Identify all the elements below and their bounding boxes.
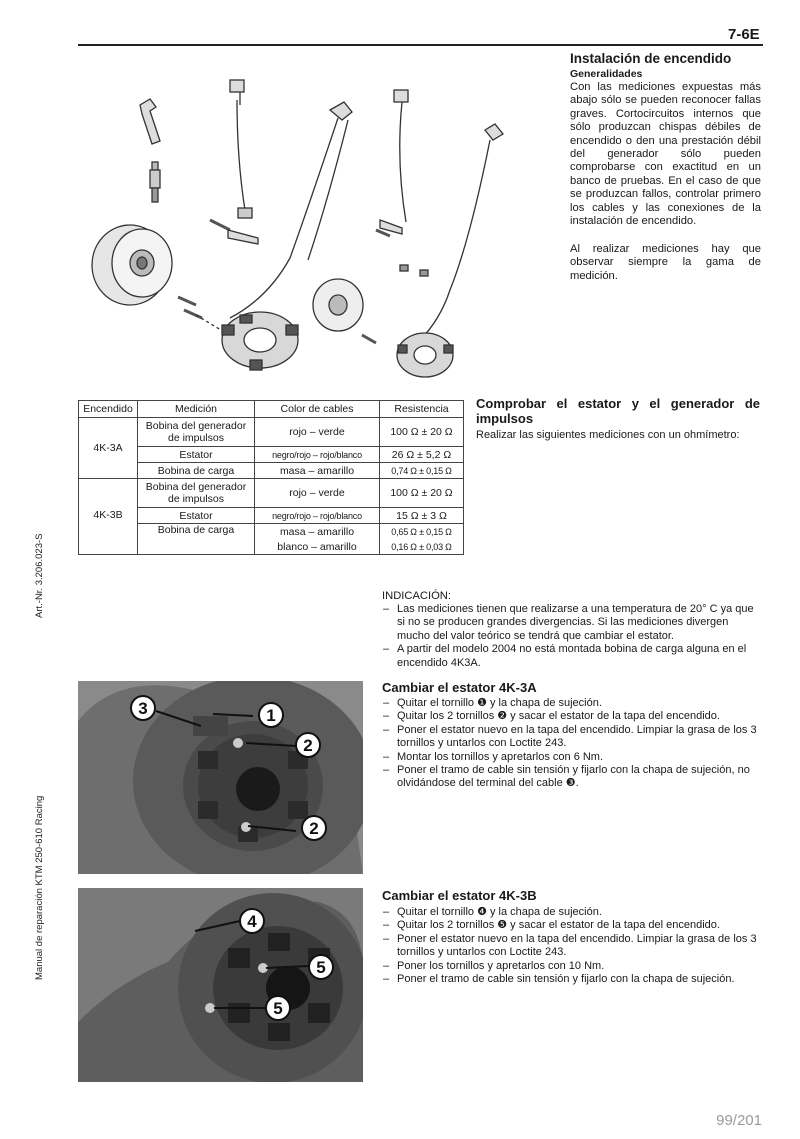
medicion-cell: Estator <box>138 447 255 463</box>
resistencia-cell: 0,16 Ω ± 0,03 Ω <box>380 539 464 555</box>
list-item: – Poner el estator nuevo en la tapa del encendido. Limpiar la grasa de los 3 tornillos y untarlos con Loctite 243. <box>382 933 762 960</box>
check-section-title: Comprobar el estator y el generador de impulsos <box>476 396 760 426</box>
callout-2-label: 2 <box>303 736 313 755</box>
list-item: – Poner el tramo de cable sin tensión y fijarlo con la chapa de sujeción, no olvidándose del terminal del cable ❸. <box>382 764 762 791</box>
header-rule <box>78 44 763 46</box>
resistance-table <box>78 400 464 555</box>
callout-2b-label: 2 <box>309 819 319 838</box>
color-cell: negro/rojo – rojo/blanco <box>255 508 380 524</box>
resistencia-cell: 100 Ω ± 20 Ω <box>380 418 464 447</box>
section-3a-list <box>382 697 762 791</box>
intro-title: Instalación de encendido <box>570 51 732 66</box>
color-cell: negro/rojo – rojo/blanco <box>255 447 380 463</box>
stator-4k3b-photo-art <box>78 888 363 1082</box>
color-cell: rojo – verde <box>255 479 380 508</box>
page-counter: 99/201 <box>716 1112 762 1129</box>
intro-paragraph-2: Al realizar mediciones hay que observar siempre la gama de medición. <box>570 243 761 282</box>
callout-4-label: 4 <box>247 912 257 931</box>
stator-icon <box>222 312 298 370</box>
indicacion-list <box>382 603 762 670</box>
callout-1-label: 1 <box>266 706 276 725</box>
resistencia-cell: 0,74 Ω ± 0,15 Ω <box>380 463 464 479</box>
table-header: Color de cables <box>255 401 380 418</box>
medicion-cell: Bobina de carga <box>138 463 255 479</box>
table-row <box>79 479 464 508</box>
table-header: Resistencia <box>380 401 464 418</box>
check-section-text: Realizar las siguientes mediciones con un ohmímetro: <box>476 429 740 441</box>
list-item: – A partir del modelo 2004 no está montada bobina de carga alguna en el encendido 4K3A. <box>382 643 762 670</box>
intro-subtitle: Generalidades <box>570 68 643 80</box>
side-article-number: Art.-Nr. 3.206.023-S <box>34 533 45 618</box>
stator-4k3a-photo-art <box>78 681 363 874</box>
spark-plug-cap-icon <box>140 99 160 144</box>
resistencia-cell: 0,65 Ω ± 0,15 Ω <box>380 524 464 540</box>
medicion-cell: Bobina del generador de impulsos <box>138 418 255 447</box>
medicion-cell: Bobina del generador de impulsos <box>138 479 255 508</box>
table-header: Medición <box>138 401 255 418</box>
callout-5b-label: 5 <box>273 999 283 1018</box>
medicion-cell: Estator <box>138 508 255 524</box>
list-item: – Montar los tornillos y apretarlos con 6 Nm. <box>382 751 762 764</box>
color-cell: masa – amarillo <box>255 463 380 479</box>
list-item: – Poner los tornillos y apretarlos con 10 Nm. <box>382 960 762 973</box>
list-item: – Las mediciones tienen que realizarse a una temperatura de 20° C ya que si no se producen grandes divergencias. Si las mediciones divergen mucho del valor teórico se tendrá que cambiar el estator. <box>382 603 762 643</box>
table-header: Encendido <box>79 401 138 418</box>
color-cell: masa – amarillo <box>255 524 380 540</box>
section-3b-list <box>382 906 762 986</box>
callout-5-label: 5 <box>316 958 326 977</box>
color-cell: blanco – amarillo <box>255 539 380 555</box>
flywheel-icon <box>92 225 172 305</box>
intro-paragraph-1: Con las mediciones expuestas más abajo sólo se pueden reconocer fallas graves. Cortocircuitos internos que sólo produzcan chispas débiles de encendido o den una prestación débil del generador sólo pueden comprobarse con exactitud en un banco de pruebas. En el caso de que se produzcan fallos, controlar primero los cables y las conexiones de la instalación de encendido. <box>570 81 761 228</box>
list-item: – Poner el estator nuevo en la tapa del encendido. Limpiar la grasa de los 3 tornillos y untarlos con Loctite 243. <box>382 724 762 751</box>
color-cell: rojo – verde <box>255 418 380 447</box>
stator-4k3a-photo <box>78 681 363 874</box>
list-item: – Poner el tramo de cable sin tensión y fijarlo con la chapa de sujeción. <box>382 973 762 986</box>
stator-right-icon <box>397 333 453 377</box>
encendido-cell: 4K-3A <box>79 418 138 479</box>
table-row <box>79 418 464 447</box>
resistencia-cell: 100 Ω ± 20 Ω <box>380 479 464 508</box>
table-header-row <box>79 401 464 418</box>
page-number: 7-6E <box>728 26 760 43</box>
list-item: – Quitar el tornillo ❶ y la chapa de sujeción. <box>382 697 762 710</box>
stator-4k3b-photo <box>78 888 363 1082</box>
encendido-cell: 4K-3B <box>79 479 138 555</box>
side-manual-title: Manual de reparación KTM 250-610 Racing <box>34 795 45 980</box>
medicion-cell: Bobina de carga <box>138 524 255 555</box>
resistencia-cell: 15 Ω ± 3 Ω <box>380 508 464 524</box>
section-3b-title: Cambiar el estator 4K-3B <box>382 888 537 903</box>
ignition-exploded-diagram <box>80 70 560 390</box>
flywheel-small-icon <box>313 279 363 331</box>
resistencia-cell: 26 Ω ± 5,2 Ω <box>380 447 464 463</box>
list-item: – Quitar los 2 tornillos ❷ y sacar el estator de la tapa del encendido. <box>382 710 762 723</box>
spark-plug-icon <box>150 162 160 202</box>
section-3a-title: Cambiar el estator 4K-3A <box>382 680 537 695</box>
callout-3-label: 3 <box>138 699 148 718</box>
list-item: – Quitar los 2 tornillos ❺ y sacar el estator de la tapa del encendido. <box>382 919 762 932</box>
indicacion-title: INDICACIÓN: <box>382 590 451 602</box>
list-item: – Quitar el tornillo ❹ y la chapa de sujeción. <box>382 906 762 919</box>
